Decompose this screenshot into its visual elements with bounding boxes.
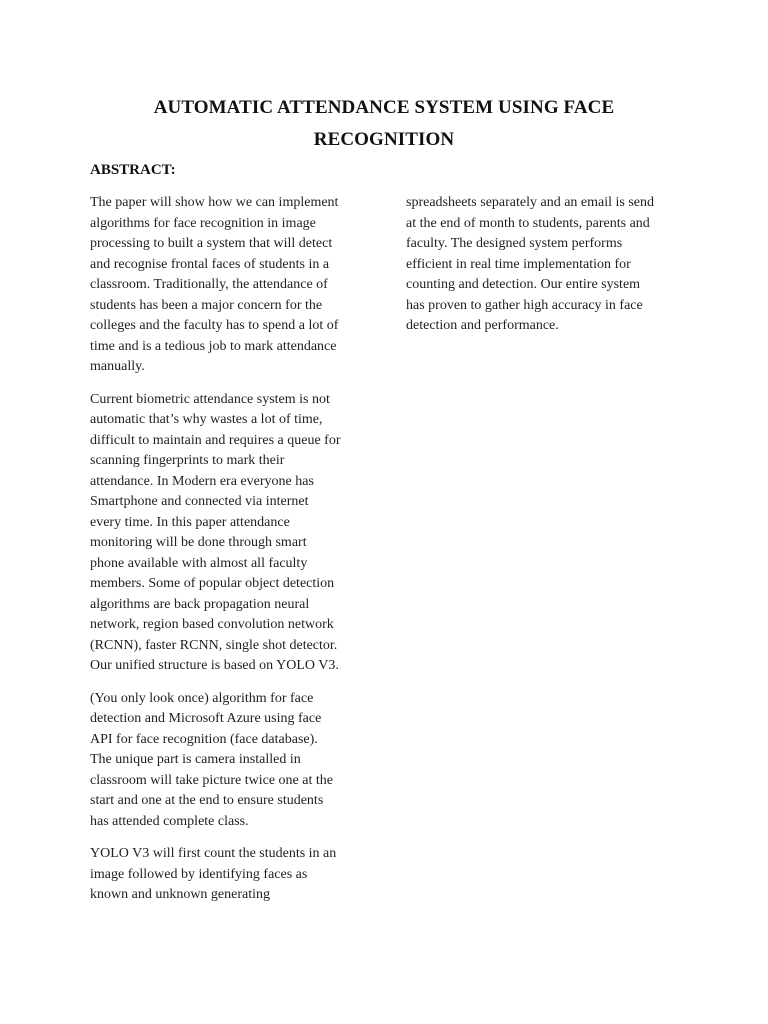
abstract-heading: ABSTRACT:: [90, 162, 176, 178]
abstract-paragraph-4: YOLO V3 will first count the students in an image followed by identifying faces as known and unknown generating: [90, 846, 337, 902]
right-column: [406, 193, 684, 349]
abstract-paragraph-3: (You only look once) algorithm for face detection and Microsoft Azure using face API for face recognition (face database). The unique part is camera installed in classroom will take picture twice one at the start and one at the end to ensure students has attended complete class.: [90, 690, 333, 829]
abstract-paragraph-1: The paper will show how we can implement algorithms for face recognition in image processing to built a system that will detect and recognise frontal faces of students in a classroom. Traditionally, the attendance of students has been a major concern for the colleges and the faculty has to spend a lot of time and is a tedious job to mark attendance manually.: [90, 195, 339, 374]
abstract-paragraph-5: spreadsheets separately and an email is send at the end of month to students, parents and faculty. The designed system performs efficient in real time implementation for counting and detection. Our entire system has proven to gather high accuracy in face detection and performance.: [406, 195, 655, 333]
left-column: [90, 193, 368, 918]
abstract-paragraph-2: Current biometric attendance system is not automatic that’s why wastes a lot of time, difficult to maintain and requires a queue for scanning fingerprints to mark their attendance. In Modern era everyone has Smartphone and connected via internet every time. In this paper attendance monitoring will be done through smart phone available with almost all faculty members. Some of popular object detection algorithms are back propagation neural network, region based convolution network (RCNN), faster RCNN, single shot detector. Our unified structure is based on YOLO V3.: [90, 391, 341, 673]
paper-title: AUTOMATIC ATTENDANCE SYSTEM USING FACE RECOGNITION: [153, 97, 615, 150]
